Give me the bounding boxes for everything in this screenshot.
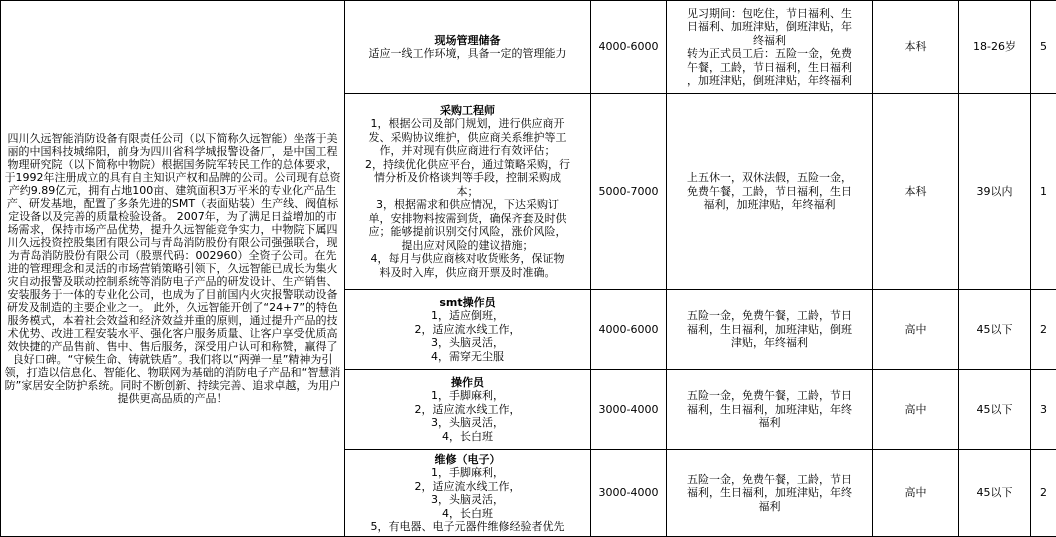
job-cell	[345, 370, 591, 450]
benefit-line: 午餐，工龄，节日福利，生日福利	[669, 61, 870, 75]
job-title: 采购工程师	[347, 104, 588, 118]
job-desc-line: 2，适应流水线工作，	[347, 403, 588, 417]
education: 高中	[873, 370, 959, 450]
benefit-line: 福利，生日福利，加班津贴，倒班	[669, 323, 870, 337]
job-title: smt操作员	[347, 296, 588, 310]
benefit-line: 五险一金，免费午餐，工龄，节日	[669, 309, 870, 323]
job-desc-line: 单，安排物料按需到货，确保齐套及时供	[347, 212, 588, 226]
headcount: 2	[1031, 450, 1056, 537]
headcount: 2	[1031, 290, 1056, 370]
benefit-line: 福利，生日福利，加班津贴，年终	[669, 486, 870, 500]
job-desc-line: 4，需穿无尘服	[347, 350, 588, 364]
job-desc-line: 3，根据需求和供应情况，下达采购订	[347, 198, 588, 212]
benefit-line: 福利，加班津贴，年终福利	[669, 198, 870, 212]
salary: 3000-4000	[591, 450, 667, 537]
age: 45以下	[959, 370, 1031, 450]
company-intro: 四川久远智能消防设备有限责任公司（以下简称久远智能）坐落于美丽的中国科技城绵阳，前身为四川省科学城报警设备厂，是中国工程物理研究院（以下简称中物院）根据国务院军转民工作的总体要求，于1992年注册成立的具有自主知识产权和品牌的公司。公司现有总资产约9.89亿元，拥有占地100亩、建筑面积3万平米的专业化产品生产、研发基地，配置了多条先进的SMT（表面贴装）生产线、阀值标定设备以及完善的质量检验设备。 2007年，为了满足日益增加的市场需求，保持市场产品优势，提升久远智能竞争实力，中物院下属四川久远投资控股集团有限公司与青岛消防股份有限公司强强联合，现为青岛消防股份有限公司（股票代码：002960）全资子公司。在先进的管理理念和灵活的市场营销策略引领下，久远智能已成长为集火灾自动报警及联动控制系统等消防电子产品的研发设计、生产销售、安装服务于一体的专业化公司，也成为了目前国内火灾报警联动设备研发及制造的主要企业之一。 此外，久远智能开创了“24+7”的特色服务模式，本着社会效益和经济效益并重的原则，通过提升产品的技术优势、改进工程安装水平、强化客户服务质量、让客户享受优质高效快捷的产品售前、售中、售后服务，深受用户认可和称赞，赢得了良好口碑。“守候生命、铸就铁盾”。我们将以“两弹一星”精神为引领，打造以信息化、智能化、物联网为基础的消防电子产品和“智慧消防”家居安全防护系统。同时不断创新、持续完善、追求卓越，为用户提供更高品质的产品！	[1, 1, 345, 537]
job-desc-line: 1，根据公司及部门规划，进行供应商开	[347, 117, 588, 131]
age: 39以内	[959, 94, 1031, 290]
education: 本科	[873, 94, 959, 290]
job-desc-line: 2，适应流水线工作，	[347, 480, 588, 494]
job-cell	[345, 94, 591, 290]
job-desc-line: 作，并对现有供应商进行有效评估；	[347, 144, 588, 158]
job-desc-line: 2，持续优化供应平台，通过策略采购，行	[347, 158, 588, 172]
job-title: 操作员	[347, 376, 588, 390]
table-row	[1, 1, 1056, 94]
benefit-line: 津贴，年终福利	[669, 336, 870, 350]
benefit-line: 转为正式员工后：五险一金，免费	[669, 47, 870, 61]
salary: 5000-7000	[591, 94, 667, 290]
benefit-line: 免费午餐，工龄，节日福利，生日	[669, 185, 870, 199]
education: 高中	[873, 290, 959, 370]
job-desc-line: 提出应对风险的建议措施；	[347, 239, 588, 253]
job-cell	[345, 290, 591, 370]
job-desc-line: 2，适应流水线工作，	[347, 323, 588, 337]
job-desc-line: 3，头脑灵活，	[347, 493, 588, 507]
benefit-line: 上五休一，双休法假，五险一金，	[669, 171, 870, 185]
benefits-cell	[667, 450, 873, 537]
job-desc-line: 料及时入库，供应商开票及时准确。	[347, 266, 588, 280]
headcount: 1	[1031, 94, 1056, 290]
job-desc-line: 3，头脑灵活，	[347, 336, 588, 350]
job-desc-line: 4，每月与供应商核对收货账务，保证物	[347, 252, 588, 266]
benefit-line: 福利	[669, 416, 870, 430]
job-cell	[345, 1, 591, 94]
benefit-line: ，加班津贴，倒班津贴，年终福利	[669, 74, 870, 88]
job-desc-line: 4，长白班	[347, 507, 588, 521]
headcount: 3	[1031, 370, 1056, 450]
benefit-line: 五险一金，免费午餐，工龄，节日	[669, 389, 870, 403]
benefit-line: 五险一金，免费午餐，工龄，节日	[669, 473, 870, 487]
benefits-cell	[667, 290, 873, 370]
benefits-cell	[667, 1, 873, 94]
salary: 4000-6000	[591, 290, 667, 370]
job-desc-line: 发、采购协议维护，供应商关系维护等工	[347, 131, 588, 145]
age: 45以下	[959, 450, 1031, 537]
age: 45以下	[959, 290, 1031, 370]
job-desc-line: 1，适应倒班，	[347, 309, 588, 323]
job-desc-line: 4，长白班	[347, 430, 588, 444]
job-title: 维修（电子）	[347, 453, 588, 467]
benefit-line: 福利	[669, 500, 870, 514]
education: 高中	[873, 450, 959, 537]
job-desc-line: 3，头脑灵活，	[347, 416, 588, 430]
job-desc-line: 1，手脚麻利，	[347, 389, 588, 403]
salary: 3000-4000	[591, 370, 667, 450]
headcount: 5	[1031, 1, 1056, 94]
benefits-cell	[667, 94, 873, 290]
job-desc-line: 适应一线工作环境，具备一定的管理能力	[347, 47, 588, 61]
education: 本科	[873, 1, 959, 94]
age: 18-26岁	[959, 1, 1031, 94]
job-desc-line: 1，手脚麻利，	[347, 466, 588, 480]
benefit-line: 福利，生日福利，加班津贴，年终	[669, 403, 870, 417]
job-title: 现场管理储备	[347, 34, 588, 48]
salary: 4000-6000	[591, 1, 667, 94]
benefit-line: 见习期间：包吃住，节日福利、生	[669, 7, 870, 21]
job-desc-line: 情分析及价格谈判等手段，控制采购成	[347, 171, 588, 185]
benefit-line: 终福利	[669, 34, 870, 48]
benefits-cell	[667, 370, 873, 450]
job-cell	[345, 450, 591, 537]
job-desc-line: 5，有电器、电子元器件维修经验者优先	[347, 520, 588, 534]
job-desc-line: 应；能够提前识别交付风险，涨价风险，	[347, 225, 588, 239]
benefit-line: 日福利、加班津贴，倒班津贴，年	[669, 20, 870, 34]
job-desc-line: 本；	[347, 185, 588, 199]
